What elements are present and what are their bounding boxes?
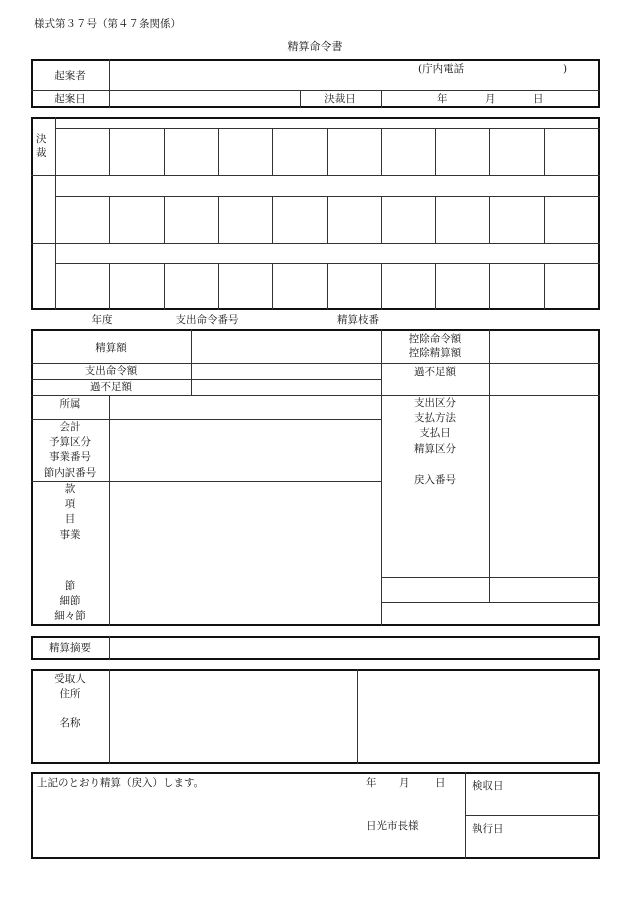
form-number: 様式第３７号（第４７条関係） bbox=[34, 18, 181, 30]
stamp-column-line bbox=[272, 196, 273, 243]
stamp-column-line bbox=[109, 196, 110, 243]
stamp-column-line bbox=[327, 128, 328, 175]
statement-text: 上記のとおり精算（戻入）します。 bbox=[37, 777, 205, 789]
project-number-label: 事業番号 bbox=[49, 451, 91, 464]
stamp-column-line bbox=[435, 263, 436, 310]
stamp-column-line bbox=[381, 263, 382, 310]
summary-box bbox=[31, 636, 600, 660]
refund-number-label: 戻入番号 bbox=[414, 474, 456, 486]
address-label: 住所 bbox=[59, 688, 81, 700]
payment-block bbox=[414, 396, 456, 457]
stamp-column-line bbox=[272, 263, 273, 310]
stamp-column-line bbox=[218, 128, 219, 175]
kan-label: 款 bbox=[64, 483, 76, 495]
kian-label: 起案者 bbox=[54, 70, 86, 82]
order-number-label: 支出命令番号 bbox=[175, 314, 239, 326]
stamp-column-line bbox=[381, 128, 382, 175]
footer-month: 月 bbox=[399, 777, 410, 789]
saisetsu-label: 細節 bbox=[59, 595, 81, 608]
accounting-label: 会計 bbox=[59, 421, 81, 433]
approval-grid bbox=[31, 117, 600, 310]
stamp-column-line bbox=[164, 128, 165, 175]
stamp-column-line bbox=[327, 263, 328, 310]
stamp-column-line bbox=[272, 128, 273, 175]
payment-date-label: 支払日 bbox=[419, 427, 451, 440]
stamp-column-line bbox=[109, 263, 110, 310]
section-items-block bbox=[54, 579, 86, 625]
phone-label: (庁内電話 bbox=[418, 63, 465, 75]
settlement-category-label: 精算区分 bbox=[414, 442, 456, 455]
settlement-amount-label: 精算額 bbox=[95, 342, 127, 354]
setsu-label: 節 bbox=[64, 580, 76, 592]
execution-date-label: 執行日 bbox=[472, 823, 504, 835]
header-divider bbox=[31, 90, 600, 91]
department-label: 所属 bbox=[59, 398, 81, 410]
footer-year: 年 bbox=[366, 777, 377, 789]
jigyo-label: 事業 bbox=[59, 528, 81, 541]
shortage-left-label: 過不足額 bbox=[90, 381, 132, 393]
shortage-right-label: 過不足額 bbox=[414, 366, 456, 378]
stamp-column-line bbox=[327, 196, 328, 243]
saisaisetsu-label: 細々節 bbox=[54, 610, 86, 623]
accounting-block bbox=[44, 420, 97, 481]
stamp-column-line bbox=[435, 128, 436, 175]
kou-label: 項 bbox=[64, 498, 76, 511]
stamp-column-line bbox=[435, 196, 436, 243]
summary-label: 精算摘要 bbox=[49, 642, 91, 654]
stamp-column-line bbox=[109, 128, 110, 175]
stamp-column-line bbox=[544, 128, 545, 175]
branch-number-label: 精算枝番 bbox=[337, 314, 379, 326]
kessai-date-label: 決裁日 bbox=[324, 93, 356, 105]
mayor-label: 日光市長様 bbox=[366, 820, 419, 832]
stamp-column-line bbox=[489, 196, 490, 243]
date-day: 日 bbox=[533, 93, 544, 105]
expenditure-order-label: 支出命令額 bbox=[84, 365, 138, 377]
payment-method-label: 支払方法 bbox=[414, 412, 456, 425]
stamp-column-line bbox=[164, 263, 165, 310]
budget-items-block bbox=[60, 482, 81, 543]
stamp-column-line bbox=[544, 263, 545, 310]
header-box bbox=[31, 59, 600, 108]
stamp-column-line bbox=[544, 196, 545, 243]
section-breakdown-label: 節内訳番号 bbox=[43, 466, 97, 479]
payee-box bbox=[31, 669, 600, 764]
footer-day: 日 bbox=[435, 777, 446, 789]
stamp-column-line bbox=[218, 196, 219, 243]
moku-label: 目 bbox=[64, 513, 76, 526]
stamp-column-line bbox=[164, 196, 165, 243]
stamp-column-line bbox=[489, 128, 490, 175]
stamp-column-line bbox=[489, 263, 490, 310]
approval-label-2: 裁 bbox=[36, 147, 47, 159]
stamp-column-line bbox=[381, 196, 382, 243]
stamp-column-line bbox=[218, 263, 219, 310]
approval-label-1: 決 bbox=[36, 133, 47, 145]
inspection-date-label: 検収日 bbox=[472, 780, 504, 792]
receiver-label: 受取人 bbox=[54, 673, 86, 685]
name-label: 名称 bbox=[59, 717, 81, 729]
fiscal-year-label: 年度 bbox=[91, 314, 113, 326]
deduction-order-label: 控除命令額 bbox=[408, 333, 462, 345]
header-label-divider bbox=[109, 59, 110, 108]
budget-category-label: 予算区分 bbox=[49, 436, 91, 449]
expenditure-category-label: 支出区分 bbox=[414, 397, 456, 409]
kian-date-label: 起案日 bbox=[54, 93, 86, 105]
deduction-settlement-label: 控除精算額 bbox=[408, 347, 462, 359]
date-month: 月 bbox=[485, 93, 496, 105]
date-year: 年 bbox=[437, 93, 448, 105]
phone-close: ) bbox=[563, 63, 568, 75]
page-title: 精算命令書 bbox=[287, 40, 343, 53]
